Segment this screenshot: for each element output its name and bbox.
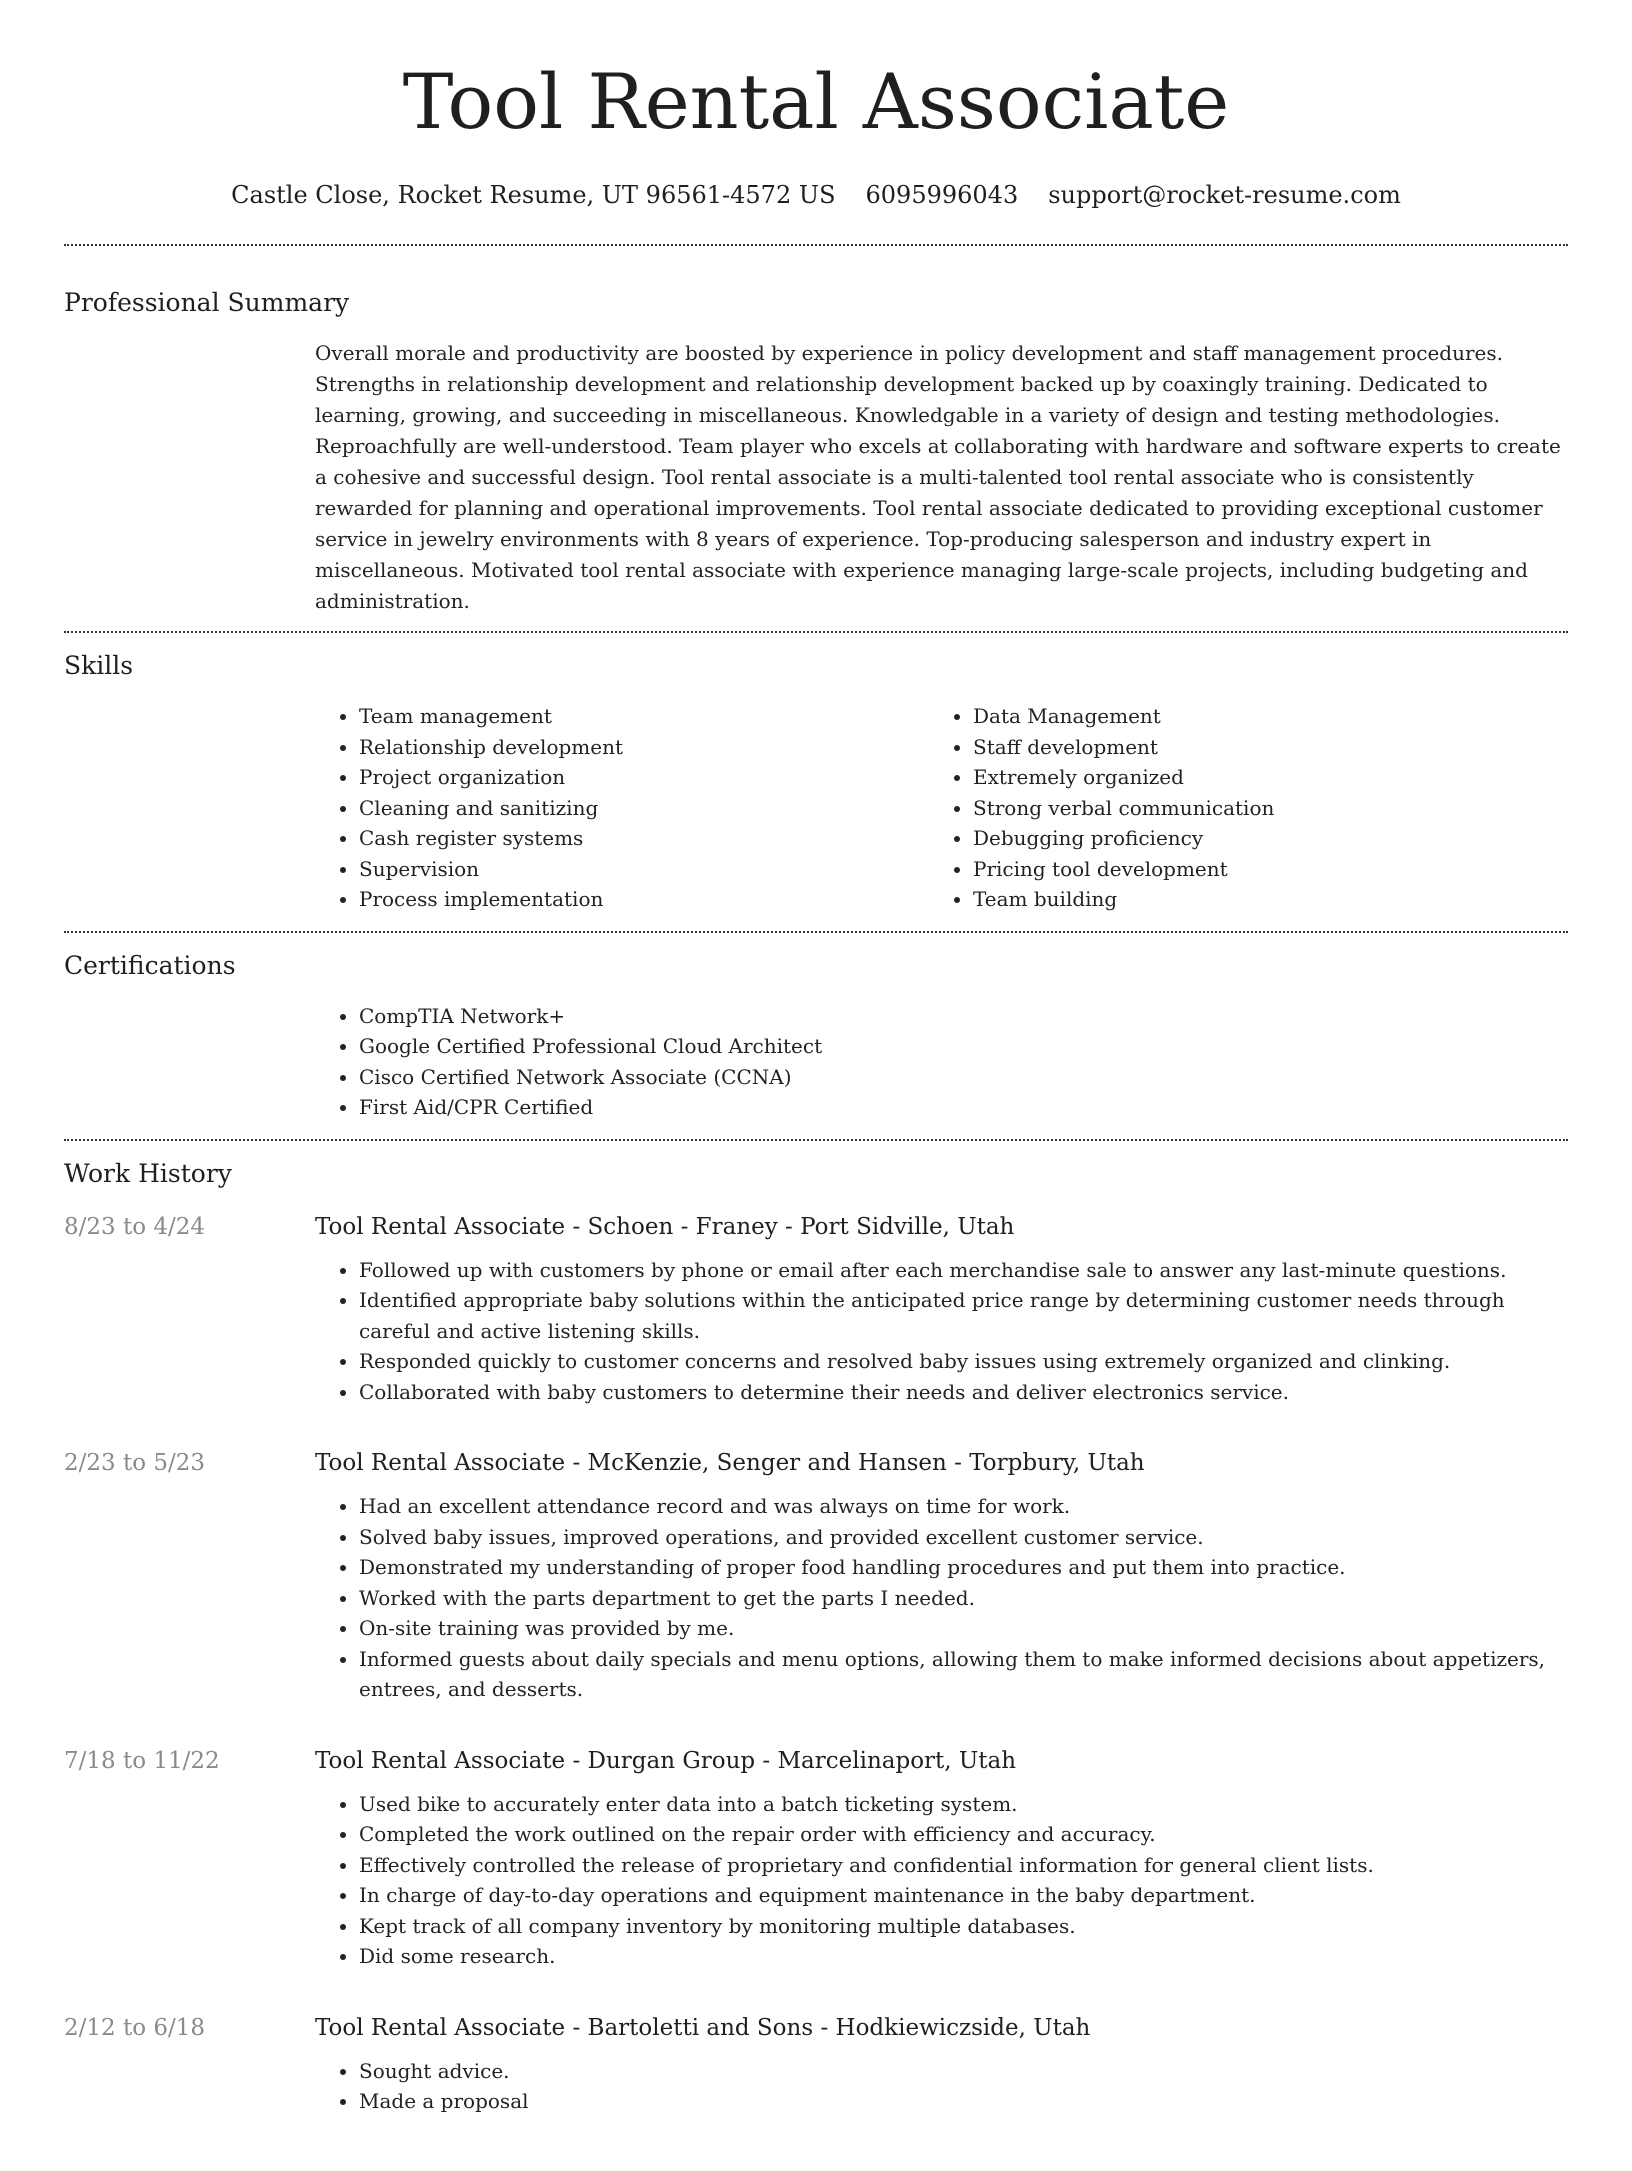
candidate-name: Tool Rental Associate [402, 57, 1230, 146]
contact-phone: 6095996043 [865, 181, 1019, 209]
job-bullet: • Followed up with customers by phone or email after each merchandise sale to answer any last-minute questions. [359, 1255, 1568, 1286]
job-bullet: • Effectively controlled the release of proprietary and confidential information for general client lists. [359, 1850, 1568, 1881]
section-work-history [64, 1141, 1568, 2171]
job-body [315, 1789, 1568, 1972]
job-bullet: • Collaborated with baby customers to determine their needs and deliver electronics service. [359, 1377, 1568, 1408]
job-title: Tool Rental Associate - Schoen - Franey - Port Sidville, Utah [315, 1213, 1015, 1240]
job-title: Tool Rental Associate - Durgan Group - Marcelinaport, Utah [315, 1747, 1017, 1774]
skill-item: • Staff development [973, 732, 1543, 763]
job-bullet: • Sought advice. [359, 2056, 1568, 2087]
section-professional-summary [64, 246, 1568, 631]
skills-columns [315, 701, 1568, 915]
section-title: Skills [64, 651, 134, 680]
job-bullet: • Responded quickly to customer concerns and resolved baby issues using extremely organized and clinking. [359, 1346, 1568, 1377]
job-bullets [315, 1491, 1568, 1705]
job-dates: 8/23 to 4/24 [64, 1213, 206, 1240]
section-title: Work History [64, 1158, 232, 1188]
job-bullet: • Demonstrated my understanding of proper food handling procedures and put them into practice. [359, 1552, 1568, 1583]
section-title: Professional Summary [64, 288, 350, 317]
job-dates: 2/12 to 6/18 [64, 2014, 206, 2041]
job-dates: 2/23 to 5/23 [64, 1450, 206, 1476]
skill-item: • Cash register systems [359, 823, 929, 854]
skill-item: • Relationship development [359, 732, 929, 763]
job-entry [64, 1743, 1568, 1972]
contact-email[interactable]: support@rocket-resume.com [1048, 181, 1401, 209]
job-bullet: • Made a proposal [359, 2086, 1568, 2117]
contact-line [64, 178, 1568, 212]
skill-item: • Process implementation [359, 884, 929, 915]
job-title: Tool Rental Associate - McKenzie, Senger and Hansen - Torpbury, Utah [315, 1450, 1145, 1476]
skill-item: • Strong verbal communication [973, 793, 1543, 824]
certification-item: • First Aid/CPR Certified [359, 1092, 1568, 1123]
skill-item: • Extremely organized [973, 762, 1543, 793]
resume-header [64, 0, 1568, 212]
job-bullet: • Solved baby issues, improved operations, and provided excellent customer service. [359, 1522, 1568, 1553]
job-bullet: • In charge of day-to-day operations and equipment maintenance in the baby department. [359, 1880, 1568, 1911]
job-bullet: • Identified appropriate baby solutions within the anticipated price range by determining customer needs through careful and active listening skills. [359, 1285, 1568, 1346]
job-body [315, 1491, 1568, 1705]
certifications-list [315, 1001, 1568, 1123]
certification-item: • CompTIA Network+ [359, 1001, 1568, 1032]
certification-item: • Google Certified Professional Cloud Architect [359, 1031, 1568, 1062]
job-bullet: • Worked with the parts department to get the parts I needed. [359, 1583, 1568, 1614]
summary-text: Overall morale and productivity are boosted by experience in policy development and staff management procedures. Strengths in relationship development and relationship development backed up by coaxingly training. Dedicated to learning, growing, and succeeding in miscellaneous. Knowledgable in a variety of design and testing methodologies. Reproachfully are well-understood. Team player who excels at collaborating with hardware and software experts to create a cohesive and successful design. Tool rental associate is a multi-talented tool rental associate who is consistently rewarded for planning and operational improvements. Tool rental associate dedicated to providing exceptional customer service in jewelry environments with 8 years of experience. Top-producing salesperson and industry expert in miscellaneous. Motivated tool rental associate with experience managing large-scale projects, including budgeting and administration. [315, 341, 1561, 613]
job-body [315, 2056, 1568, 2117]
section-certifications [64, 933, 1568, 1139]
skill-item: • Project organization [359, 762, 929, 793]
job-bullet: • On-site training was provided by me. [359, 1613, 1568, 1644]
job-bullet: • Did some research. [359, 1941, 1568, 1972]
skill-item: • Team management [359, 701, 929, 732]
section-skills [64, 633, 1568, 931]
job-bullets [315, 1255, 1568, 1408]
certifications-content [315, 1001, 1568, 1123]
job-title: Tool Rental Associate - Bartoletti and Sons - Hodkiewiczside, Utah [315, 2014, 1091, 2041]
job-entry [64, 2010, 1568, 2117]
job-bullets [315, 2056, 1568, 2117]
job-bullet: • Used bike to accurately enter data into a batch ticketing system. [359, 1789, 1568, 1820]
job-bullets [315, 1789, 1568, 1972]
contact-address: Castle Close, Rocket Resume, UT 96561-4572 US [231, 181, 836, 209]
job-bullet: • Completed the work outlined on the repair order with efficiency and accuracy. [359, 1819, 1568, 1850]
summary-content [315, 338, 1568, 617]
skill-item: • Data Management [973, 701, 1543, 732]
skill-item: • Debugging proficiency [973, 823, 1543, 854]
skill-item: • Supervision [359, 854, 929, 885]
job-dates: 7/18 to 11/22 [64, 1747, 220, 1774]
certification-item: • Cisco Certified Network Associate (CCNA) [359, 1062, 1568, 1093]
skills-list-right [929, 701, 1543, 915]
skill-item: • Team building [973, 884, 1543, 915]
skill-item: • Pricing tool development [973, 854, 1543, 885]
job-bullet: • Informed guests about daily specials and menu options, allowing them to make informed decisions about appetizers, entrees, and desserts. [359, 1644, 1568, 1705]
job-entry [64, 1209, 1568, 1408]
section-title: Certifications [64, 950, 236, 980]
job-body [315, 1255, 1568, 1408]
job-entry [64, 1445, 1568, 1705]
job-bullet: • Kept track of all company inventory by monitoring multiple databases. [359, 1911, 1568, 1942]
skill-item: • Cleaning and sanitizing [359, 793, 929, 824]
skills-list-left [315, 701, 929, 915]
job-bullet: • Had an excellent attendance record and was always on time for work. [359, 1491, 1568, 1522]
